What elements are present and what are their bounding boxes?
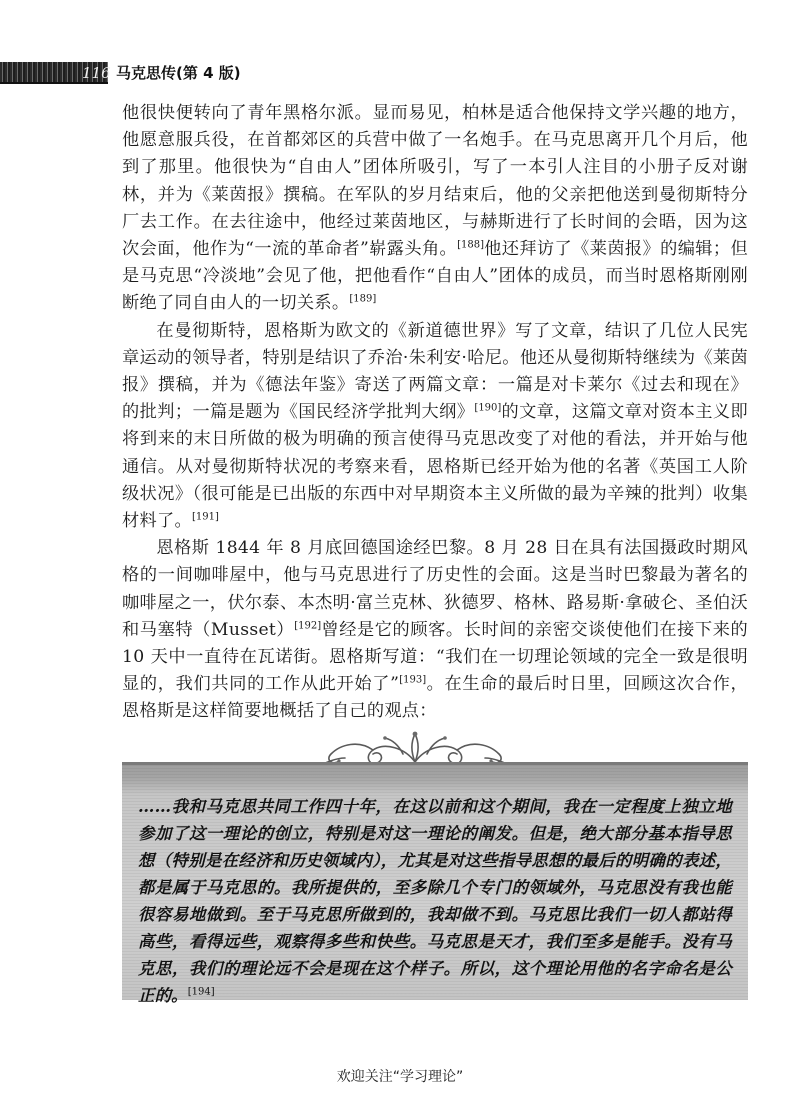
text-segment: 的文章，这篇文章对资本主义即将到来的末日所做的极为明确的预言使得马克思改变了对他的看法，并开始与他通信。从对曼彻斯特状况的考察来看，恩格斯已经开始为他的名著《英国工人阶级状况》（很可能是已出版的东西中对早期资本主义所做的最为辛辣的批判）收集材料了。 — [122, 402, 748, 532]
text-segment: 在曼彻斯特，恩格斯为欧文的《新道德世界》写了文章，结识了几位人民宪章运动的领导者，特别是结识了乔治·朱利安·哈尼。他还从曼彻斯特继续为《莱茵报》撰稿，并为《德法年鉴》寄送了两篇文章：一篇是对卡莱尔《过去和现在》的批判；一篇是题为《国民经济学批判大纲》 — [122, 320, 748, 423]
text-segment: 他很快便转向了青年黑格尔派。显而易见，柏林是适合他保持文学兴趣的地方，他愿意服兵役，在首都郊区的兵营中做了一名炮手。在马克思离开几个月后，他到了那里。他很快为“自由人”团体所吸引，写了一本引人注目的小册子反对谢林，并为《莱茵报》撰稿。在军队的岁月结束后，他的父亲把他送到曼彻斯特分厂去工作。在去往途中，他经过莱茵地区，与赫斯进行了长时间的会晤，因为这次会面，他作为“一流的革命者”崭露头角。 — [122, 103, 748, 260]
text-segment: 。在生命的最后时日里，回顾这次合作，恩格斯是这样简要地概括了自己的观点： — [122, 674, 748, 722]
footnote-ref: [188] — [457, 239, 485, 251]
footnote-ref: [191] — [191, 511, 219, 523]
quote-box — [122, 762, 748, 1005]
footnote-ref: [193] — [399, 674, 427, 686]
text-segment: 他还拜访了《莱茵报》的编辑；但是马克思“冷淡地”会见了他，把他看作“自由人”团体的成员，而当时恩格斯刚刚断绝了同自由人的一切关系。 — [122, 239, 748, 314]
book-title: 马克思传(第 4 版) — [116, 64, 241, 82]
paragraph — [122, 535, 748, 725]
footnote-ref: [194] — [187, 986, 215, 998]
text-segment: 曾经是它的顾客。长时间的亲密交谈使他们在接下来的 10 天中一直待在瓦诺街。恩格斯写道：“我们在一切理论领域的完全一致是很明显的，我们共同的工作从此开始了” — [122, 619, 748, 695]
paragraph — [122, 100, 748, 318]
paragraph — [122, 318, 748, 536]
footnote-ref: [192] — [294, 620, 322, 632]
footnote-ref: [189] — [349, 293, 377, 305]
text-segment: 恩格斯 1844 年 8 月底回德国途经巴黎。8 月 28 日在具有法国摄政时期风格的一间咖啡屋中，他与马克思进行了历史性的会面。这是当时巴黎最为著名的咖啡屋之一，伏尔泰、本杰明·富兰克林、狄德罗、格林、路易斯·拿破仑、圣伯沃和马塞特（Musset） — [122, 538, 748, 640]
body-text — [122, 100, 748, 726]
running-header — [0, 58, 800, 88]
page-number: 116 — [82, 64, 111, 82]
quote-text — [138, 793, 732, 1009]
footnote-ref: [190] — [474, 402, 502, 414]
quote-body: ……我和马克思共同工作四十年，在这以前和这个期间，我在一定程度上独立地参加了这一理论的创立，特别是对这一理论的阐发。但是，绝大部分基本指导思想（特别是在经济和历史领域内），尤其是对这些指导思想的最后的明确的表述，都是属于马克思的。我所提供的，至多除几个专门的领域外，马克思没有我也能很容易地做到。至于马克思所做到的，我却做不到。马克思比我们一切人都站得高些，看得远些，观察得多些和快些。马克思是天才，我们至多是能手。没有马克思，我们的理论远不会是现在这个样子。所以，这个理论用他的名字命名是公正的。 — [138, 797, 732, 1005]
page-footer: 欢迎关注“学习理论” — [336, 1069, 464, 1085]
